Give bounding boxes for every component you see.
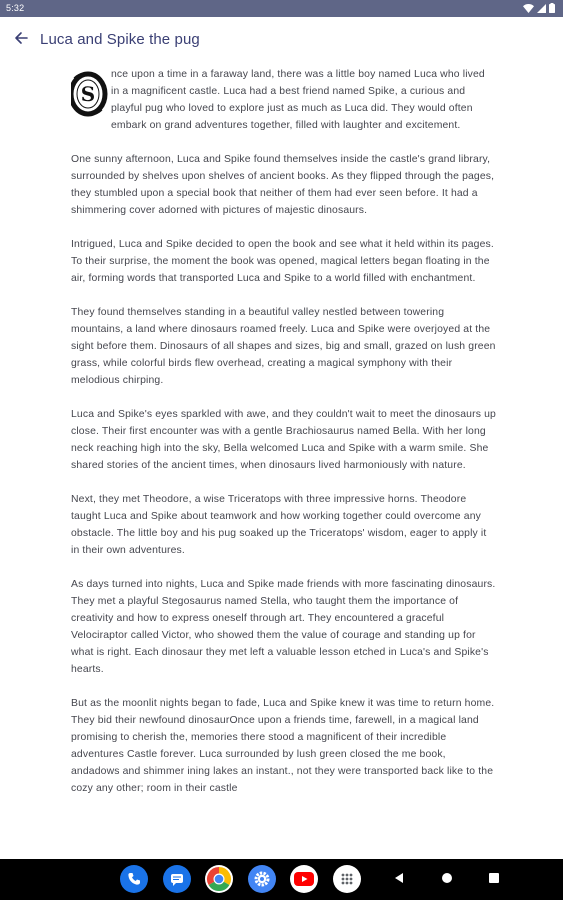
- youtube-app-icon[interactable]: [290, 865, 318, 893]
- story-paragraph: One sunny afternoon, Luca and Spike found themselves inside the castle's grand library, surrounded by shelves upon shelves of ancient books. As they flipped through the pages, they stumbled upon a special book that neither of them had ever seen before. It had a shimmering cover adorned with pictures of majestic dinosaurs.: [71, 154, 495, 216]
- story-paragraph: But as the moonlit nights began to fade, Luca and Spike knew it was time to return home. They bid their newfound dinosaurOnce upon a friends time, farewell, in a magical land promising to cherish the, memories there stood a magnificent of their incredible adventures Castle forever. Luca surrounded by lush green closed the me book, andadows and shimmer ining lakes an instant., not they were transported back like to the cozy any other; room in their castle: [71, 698, 495, 794]
- paragraph-text: nce upon a time in a faraway land, there was a little boy named Luca who lived in a magnificent castle. Luca had a best friend named Spike, a curious and playful pug who loved to explore just as much as Luca did. They would often embark on grand adventures together, filled with laughter and excitement.: [111, 69, 485, 131]
- back-nav-button[interactable]: [390, 871, 408, 889]
- story-content: [71, 66, 496, 859]
- arrow-back-icon: [14, 31, 28, 50]
- back-nav-icon: [393, 871, 405, 889]
- page-title: Luca and Spike the pug: [40, 31, 200, 48]
- story-paragraph: Luca and Spike's eyes sparkled with awe, and they couldn't wait to meet the dinosaurs up close. Their first encounter was with a gentle Brachiosaurus named Bella. With her long neck reaching high into the sky, Bella welcomed Luca and Spike with a warm smile. She shared stories of the ancient times, when dinosaurs lived harmoniously with nature.: [71, 409, 496, 471]
- messages-app-icon[interactable]: [163, 865, 191, 893]
- story-paragraph: [71, 66, 496, 134]
- recents-nav-icon: [488, 871, 500, 889]
- dropcap-ornament: [71, 70, 108, 118]
- app-bar: [0, 17, 563, 63]
- app-drawer-icon[interactable]: [333, 865, 361, 893]
- story-paragraph: They found themselves standing in a beautiful valley nestled between towering mountains, a land where dinosaurs roamed freely. Luca and Spike were overjoyed at the sight before them. Dinosaurs of all shapes and sizes, big and small, grazed on lush green grass, while colorful birds flew overhead, creating a magical symphony with their melodious chirping.: [71, 307, 496, 386]
- settings-app-icon[interactable]: [248, 865, 276, 893]
- back-button[interactable]: [8, 27, 34, 53]
- status-time: 5:32: [6, 3, 25, 13]
- recents-nav-button[interactable]: [485, 871, 503, 889]
- phone-app-icon[interactable]: [120, 865, 148, 893]
- home-nav-icon: [441, 871, 453, 889]
- story-paragraph: Next, they met Theodore, a wise Triceratops with three impressive horns. Theodore taught Luca and Spike about teamwork and how working together could overcome any obstacle. The little boy and his pug soaked up the Triceratops' wisdom, eager to apply it in their own adventures.: [71, 494, 487, 556]
- signal-icon: [537, 4, 546, 13]
- status-icons: [523, 3, 555, 13]
- dropcap-inner-letter: S: [80, 82, 96, 106]
- battery-icon: [549, 3, 555, 13]
- home-nav-button[interactable]: [438, 871, 456, 889]
- story-paragraph: Intrigued, Luca and Spike decided to open the book and see what it held within its pages. To their surprise, the moment the book was opened, magical letters began floating in the air, forming words that transported Luca and Spike to a world filled with enchantment.: [71, 239, 494, 284]
- status-bar: [0, 0, 563, 17]
- chrome-app-icon[interactable]: [205, 865, 233, 893]
- story-paragraph: As days turned into nights, Luca and Spike made friends with more fascinating dinosaurs. They met a playful Stegosaurus named Stella, who taught them the importance of creativity and how to express oneself through art. They encountered a graceful Velociraptor called Victor, who showed them the value of courage and standing up for what is right. Each dinosaur they met left a valuable lesson etched in Luca's and Spike's hearts.: [71, 579, 496, 675]
- navigation-bar: [0, 859, 563, 900]
- wifi-icon: [523, 4, 534, 13]
